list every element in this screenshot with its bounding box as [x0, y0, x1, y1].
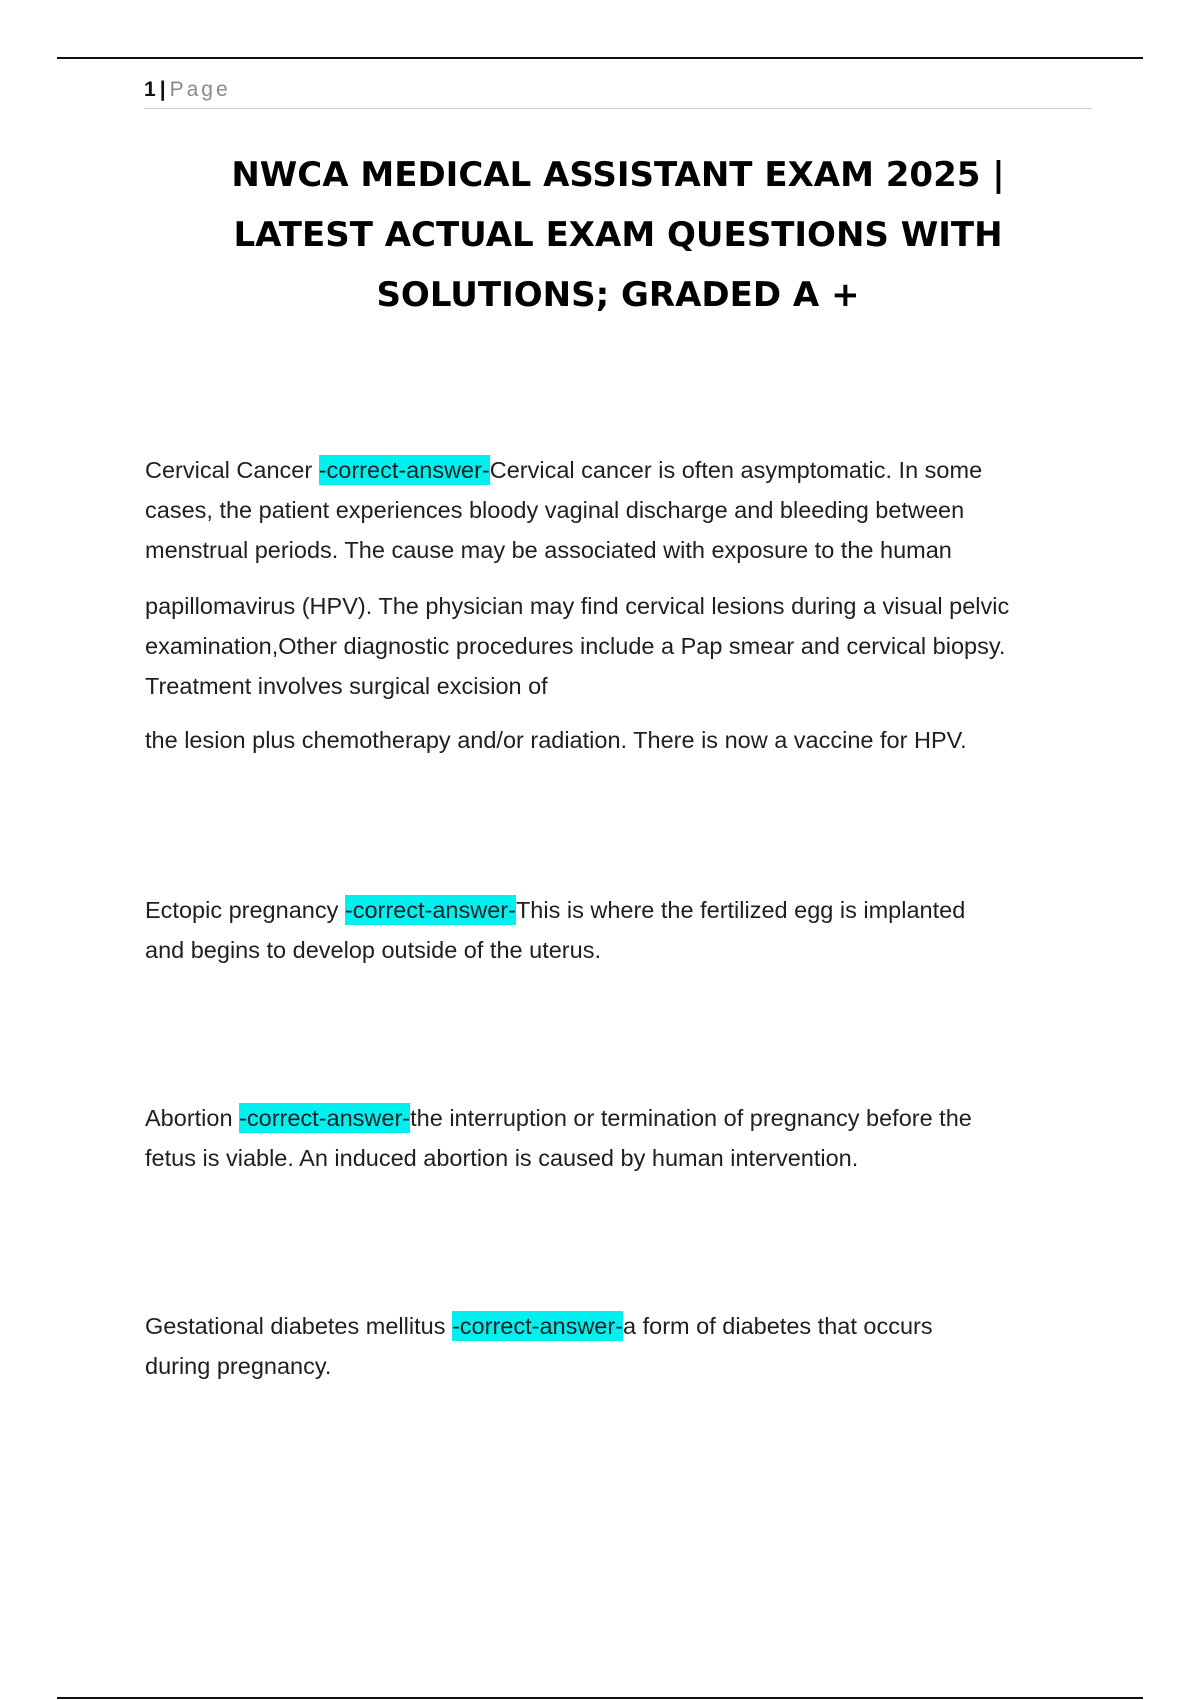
bottom-rule — [57, 1697, 1143, 1699]
qa-term: Abortion — [145, 1105, 240, 1131]
title-line-1: NWCA MEDICAL ASSISTANT EXAM 2025 | — [231, 155, 1005, 195]
qa-answer-line: menstrual periods. The cause may be associated with exposure to the human — [145, 537, 952, 563]
qa-answer-line: and begins to develop outside of the uterus. — [145, 937, 601, 963]
qa-first-line — [145, 1306, 1085, 1346]
qa-entry-abortion — [145, 1098, 1085, 1178]
qa-answer-line: papillomavirus (HPV). The physician may find cervical lesions during a visual pelvic — [145, 593, 1010, 619]
qa-answer-line: examination,Other diagnostic procedures include a Pap smear and cervical biopsy. — [145, 633, 1006, 659]
document-title — [150, 145, 1086, 325]
page-label: Page — [169, 78, 231, 101]
title-line-3: SOLUTIONS; GRADED A + — [376, 275, 860, 315]
qa-answer-start: a form of diabetes that occurs — [623, 1313, 933, 1339]
page-separator: | — [159, 78, 166, 101]
qa-answer-line: fetus is viable. An induced abortion is caused by human intervention. — [145, 1145, 859, 1171]
correct-answer-marker: -correct-answer- — [451, 1313, 624, 1339]
qa-answer-start: Cervical cancer is often asymptomatic. In some — [489, 457, 983, 483]
qa-answer-start: This is where the fertilized egg is implanted — [515, 897, 966, 923]
qa-answer-line: Treatment involves surgical excision of — [145, 673, 548, 699]
qa-term: Cervical Cancer — [145, 457, 319, 483]
qa-entry-gestational-diabetes — [145, 1306, 1085, 1386]
qa-answer-line: the lesion plus chemotherapy and/or radiation. There is now a vaccine for HPV. — [145, 727, 967, 753]
qa-term: Ectopic pregnancy — [145, 897, 345, 923]
qa-entry-cervical-cancer — [145, 450, 1085, 760]
top-rule — [57, 57, 1143, 59]
qa-entry-ectopic-pregnancy — [145, 890, 1085, 970]
qa-answer-line: during pregnancy. — [145, 1353, 332, 1379]
page-header — [144, 76, 1092, 109]
correct-answer-marker: -correct-answer- — [318, 457, 490, 483]
page-number: 1 — [144, 78, 156, 101]
qa-first-line — [145, 450, 1085, 490]
correct-answer-marker: -correct-answer- — [239, 1105, 411, 1131]
qa-first-line — [145, 890, 1085, 930]
qa-answer-line: cases, the patient experiences bloody vaginal discharge and bleeding between — [145, 497, 965, 523]
qa-first-line — [145, 1098, 1085, 1138]
correct-answer-marker: -correct-answer- — [344, 897, 516, 923]
qa-term: Gestational diabetes mellitus — [145, 1313, 452, 1339]
qa-answer-start: the interruption or termination of pregnancy before the — [410, 1105, 972, 1131]
title-line-2: LATEST ACTUAL EXAM QUESTIONS WITH — [233, 215, 1003, 255]
